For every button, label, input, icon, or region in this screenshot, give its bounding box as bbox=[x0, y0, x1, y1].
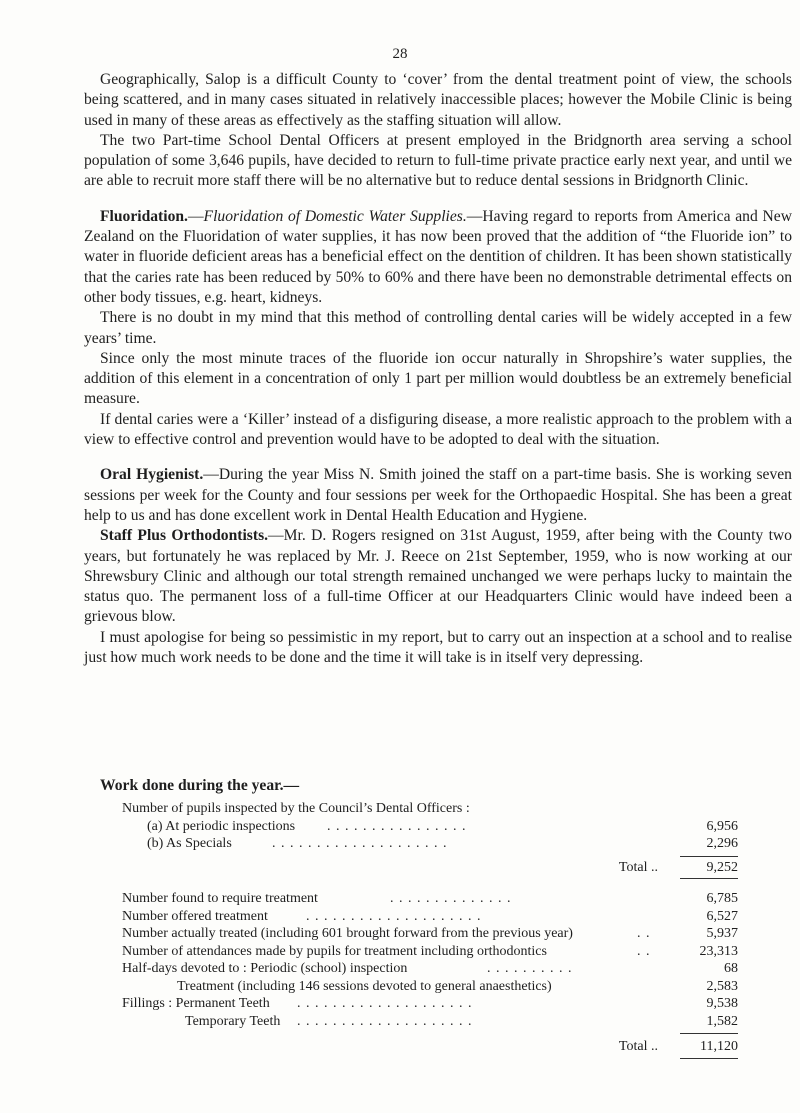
paragraph-bridgnorth: The two Part-time School Dental Officers at present employed in the Bridgnorth area serving a school population of some 3,646 pupils, have decided to return to full-time private practice early next year, and until we are able to recruit more staff there will be no alternative but to reduce dental sessions in Bridgnorth Clinic. bbox=[84, 131, 792, 190]
work-done-heading: Work done during the year.— bbox=[100, 777, 300, 794]
oral-hygienist-text: —During the year Miss N. Smith joined the staff on a part-time basis. She is working seven sessions per week for the County and four sessions per week for the Orthopaedic Hospital. She has been a great help to us and has done excellent work in Dental Health Education and Hygiene. bbox=[84, 466, 792, 524]
paragraph-geography: Geographically, Salop is a difficult County to ‘cover’ from the dental treatment point of view, the schools being scattered, and in many cases situated in relatively inaccessible places; however the Mobile Clinic is being used in many of these areas as effectively as the staffing situation will allow. bbox=[84, 71, 792, 129]
treatment-value: 2,583 bbox=[706, 978, 738, 994]
halfdays-label: Half-days devoted to : Periodic (school) inspection bbox=[122, 961, 408, 976]
oral-hygienist-heading: Oral Hygienist. bbox=[100, 466, 204, 484]
paragraph-killer: If dental caries were a ‘Killer’ instead of a disfiguring disease, a more realistic approach to the problem with a view to effective control and prevention would have to be adopted to deal with the situation. bbox=[84, 410, 792, 449]
paragraph-fluoridation: Fluoridation.—Fluoridation of Domestic Water Supplies.—Having regard to reports from America and New Zealand on the Fluoridation of water supplies, it has now been proved that the addition of “the Fluoride ion” to water in fluoride deficient areas has a beneficial effect on the dentition of children. It has been shown statistically that the caries rate has been reduced by 50% to 60% and there have been no demonstrable detrimental effects on other body tissues, e.g. heart, kidneys. bbox=[84, 207, 792, 306]
permanent-teeth-label: Fillings : Permanent Teeth bbox=[122, 996, 270, 1011]
staff-heading: Staff Plus Orthodontists. bbox=[100, 527, 269, 545]
periodic-label: (a) At periodic inspections bbox=[147, 818, 296, 834]
page-number: 28 bbox=[392, 46, 408, 62]
fluoridation-heading: Fluoridation. bbox=[100, 207, 188, 225]
offered-label: Number offered treatment bbox=[122, 908, 268, 924]
table-row bbox=[122, 859, 738, 877]
attendances-value: 23,313 bbox=[699, 943, 738, 959]
treatment-label: Treatment (including 146 sessions devoted to general anaesthetics) bbox=[177, 978, 552, 994]
fluoridation-text: —Having regard to reports from America and New Zealand on the Fluoridation of water supplies, it has now been proved that the addition of “the Fluoride ion” to water in fluoride deficient areas has a beneficial effect on the dentition of children. It has been shown statistically that the caries rate has been reduced by 50% to 60% and there have been no demonstrable detrimental effects on other body tissues, e.g. heart, kidneys. bbox=[84, 207, 792, 306]
temporary-teeth-label: Temporary Teeth bbox=[185, 1013, 281, 1029]
periodic-value: 6,956 bbox=[706, 818, 738, 834]
table-row bbox=[122, 800, 738, 818]
require-label: Number found to require treatment bbox=[122, 891, 318, 906]
table-row: Temporary Teeth . . . . . . . . . . . . . . . . . . . . 1,582 bbox=[185, 1013, 738, 1029]
table-row: Half-days devoted to : Periodic (school) inspection . . . . . . . . . . 68 bbox=[122, 961, 738, 976]
treated-label: Number actually treated (including 601 brought forward from the previous year) bbox=[122, 926, 573, 941]
total-fillings-value: 11,120 bbox=[700, 1039, 738, 1054]
paragraph-minute-traces: Since only the most minute traces of the fluoride ion occur naturally in Shropshire’s water supplies, the addition of this element in a concentration of only 1 part per million would doubtless be an extremely beneficial measure. bbox=[84, 349, 792, 408]
fluoridation-subheading: Fluoridation of Domestic Water Supplies. bbox=[203, 207, 467, 225]
offered-value: 6,527 bbox=[706, 908, 738, 924]
require-value: 6,785 bbox=[706, 891, 738, 906]
table-row: Number of attendances made by pupils for treatment including orthodontics . . 23,313 bbox=[122, 943, 738, 959]
total-label: Total .. bbox=[618, 859, 658, 875]
paragraph-oral-hygienist bbox=[84, 465, 792, 526]
paragraph-no-doubt: There is no doubt in my mind that this method of controlling dental caries will be widely accepted in a few years’ time. bbox=[84, 309, 792, 347]
permanent-teeth-value: 9,538 bbox=[706, 996, 738, 1011]
table-row: Number found to require treatment . . . . . . . . . . . . . . 6,785 bbox=[122, 891, 738, 906]
paragraph-apologise: I must apologise for being so pessimistic in my report, but to carry out an inspection at a school and to realise just how much work needs to be done and the time it will take is in itself very depressing. bbox=[84, 628, 792, 667]
staff-text: —Mr. D. Rogers resigned on 31st August, 1959, after being with the County two years, but fortunately he was replaced by Mr. J. Reece on 21st September, 1959, who is now working at our Shrewsbury Clinic and although our total strength remained unchanged we were perhaps lucky to maintain the status quo. The permanent loss of a full-time Officer at our Headquarters Clinic would have indeed been a grievous blow. bbox=[84, 527, 792, 626]
temporary-teeth-value: 1,582 bbox=[706, 1013, 738, 1029]
treated-value: 5,937 bbox=[706, 926, 738, 941]
paragraph-staff bbox=[84, 526, 792, 627]
table-row: (b) As Specials . . . . . . . . . . . . . . . . . . . . 2,296 bbox=[147, 836, 738, 851]
work-done-table bbox=[122, 800, 738, 1062]
halfdays-value: 68 bbox=[724, 961, 738, 976]
total-label-fillings: Total .. bbox=[618, 1039, 658, 1054]
report-body bbox=[84, 70, 792, 668]
table-row: Number offered treatment . . . . . . . . . . . . . . . . . . . . 6,527 bbox=[122, 908, 738, 924]
total-inspected-value: 9,252 bbox=[706, 859, 738, 875]
table-row: (a) At periodic inspections . . . . . . . . . . . . . . . . 6,956 bbox=[147, 818, 738, 834]
specials-value: 2,296 bbox=[706, 836, 738, 851]
specials-label: (b) As Specials bbox=[147, 836, 232, 851]
inspected-label: Number of pupils inspected by the Council’s Dental Officers : bbox=[122, 801, 470, 816]
table-row bbox=[122, 978, 738, 996]
attendances-label: Number of attendances made by pupils for treatment including orthodontics bbox=[122, 943, 547, 959]
table-row bbox=[122, 1038, 738, 1056]
table-row: Fillings : Permanent Teeth . . . . . . . . . . . . . . . . . . . . 9,538 bbox=[122, 996, 738, 1011]
table-row: Number actually treated (including 601 brought forward from the previous year) . . 5,937 bbox=[122, 926, 738, 941]
